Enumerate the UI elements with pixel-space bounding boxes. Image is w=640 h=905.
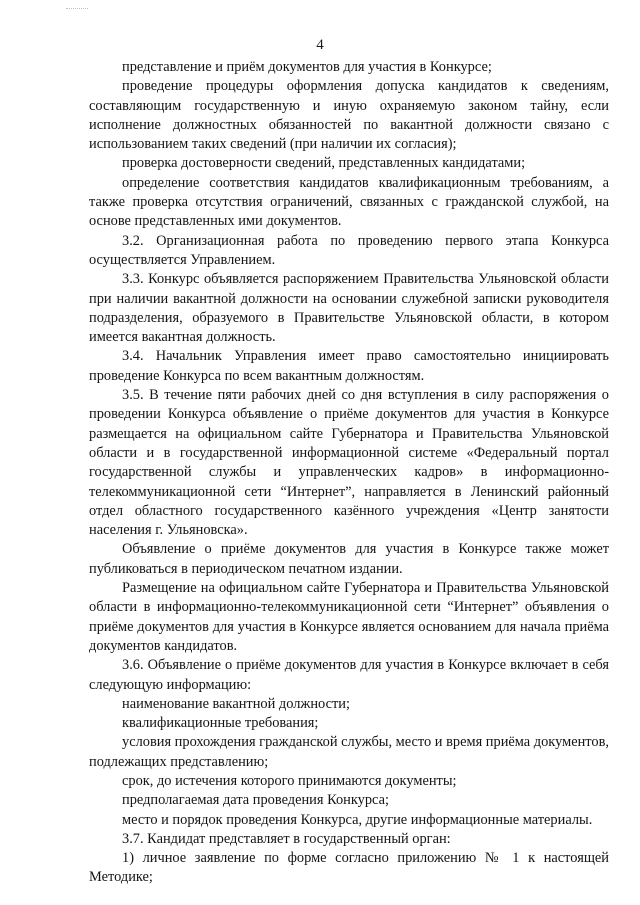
paragraph: представление и приём документов для участия в Конкурсе; — [122, 59, 492, 75]
paragraph: условия прохождения гражданской службы, место и время приёма документов, подлежащих представлению; — [89, 734, 609, 770]
paragraph: 3.2. Организационная работа по проведению первого этапа Конкурса осуществляется Управлением. — [89, 232, 609, 268]
document-body — [89, 58, 609, 888]
paragraph: 3.6. Объявление о приёме документов для участия в Конкурсе включает в себя следующую информацию: — [89, 657, 609, 693]
paragraph: 3.4. Начальник Управления имеет право самостоятельно инициировать проведение Конкурса по всем вакантным должностям. — [89, 348, 609, 384]
paragraph: 3.3. Конкурс объявляется распоряжением Правительства Ульяновской области при наличии вакантной должности на основании служебной записки руководителя подразделения, образуемого в Правительстве Ульяновской области, в котором имеется вакантная должность. — [89, 271, 609, 346]
paragraph: место и порядок проведения Конкурса, другие информационные материалы. — [122, 811, 593, 828]
paragraph: Объявление о приёме документов для участия в Конкурсе также может публиковаться в периодическом печатном издании. — [89, 541, 609, 577]
paragraph: 3.5. В течение пяти рабочих дней со дня вступления в силу распоряжения о проведении Конкурса объявление о приёме документов для участия в Конкурсе размещается на официальном сайте Губернатора и Правительства Ульяновской области и в государственной информационной системе «Федеральный портал государственной службы и управленческих кадров» в информационно-телекоммуникационной сети “Интернет”, направляется в Ленинский районный отдел областного государственного казённого учреждения «Центр занятости населения г. Ульяновска». — [89, 387, 609, 539]
paragraph: квалификационные требования; — [122, 715, 319, 732]
paragraph: предполагаемая дата проведения Конкурса; — [122, 792, 389, 809]
paragraph: наименование вакантной должности; — [122, 695, 350, 712]
paragraph: срок, до истечения которого принимаются документы; — [122, 772, 457, 789]
paragraph: определение соответствия кандидатов квалификационным требованиям, а также проверка отсутствия ограничений, связанных с гражданской службой, на основе представленных ими документов. — [89, 174, 609, 230]
paragraph: проведение процедуры оформления допуска кандидатов к сведениям, составляющим государственную и иную охраняемую законом тайну, если исполнение должностных обязанностей по вакантной должности связано с использованием таких сведений (при наличии их согласия); — [89, 78, 609, 153]
paragraph: Размещение на официальном сайте Губернатора и Правительства Ульяновской области в информационно-телекоммуникационной сети “Интернет” объявления о приёме документов для участия в Конкурсе является основанием для начала приёма документов кандидатов. — [89, 580, 609, 654]
scan-artifact — [66, 8, 88, 10]
page-number: 4 — [316, 37, 324, 53]
paragraph: проверка достоверности сведений, представленных кандидатами; — [122, 155, 526, 172]
paragraph: 1) личное заявление по форме согласно приложению № 1 к настоящей Методике; — [89, 850, 609, 886]
paragraph: 3.7. Кандидат представляет в государственный орган: — [122, 830, 451, 847]
